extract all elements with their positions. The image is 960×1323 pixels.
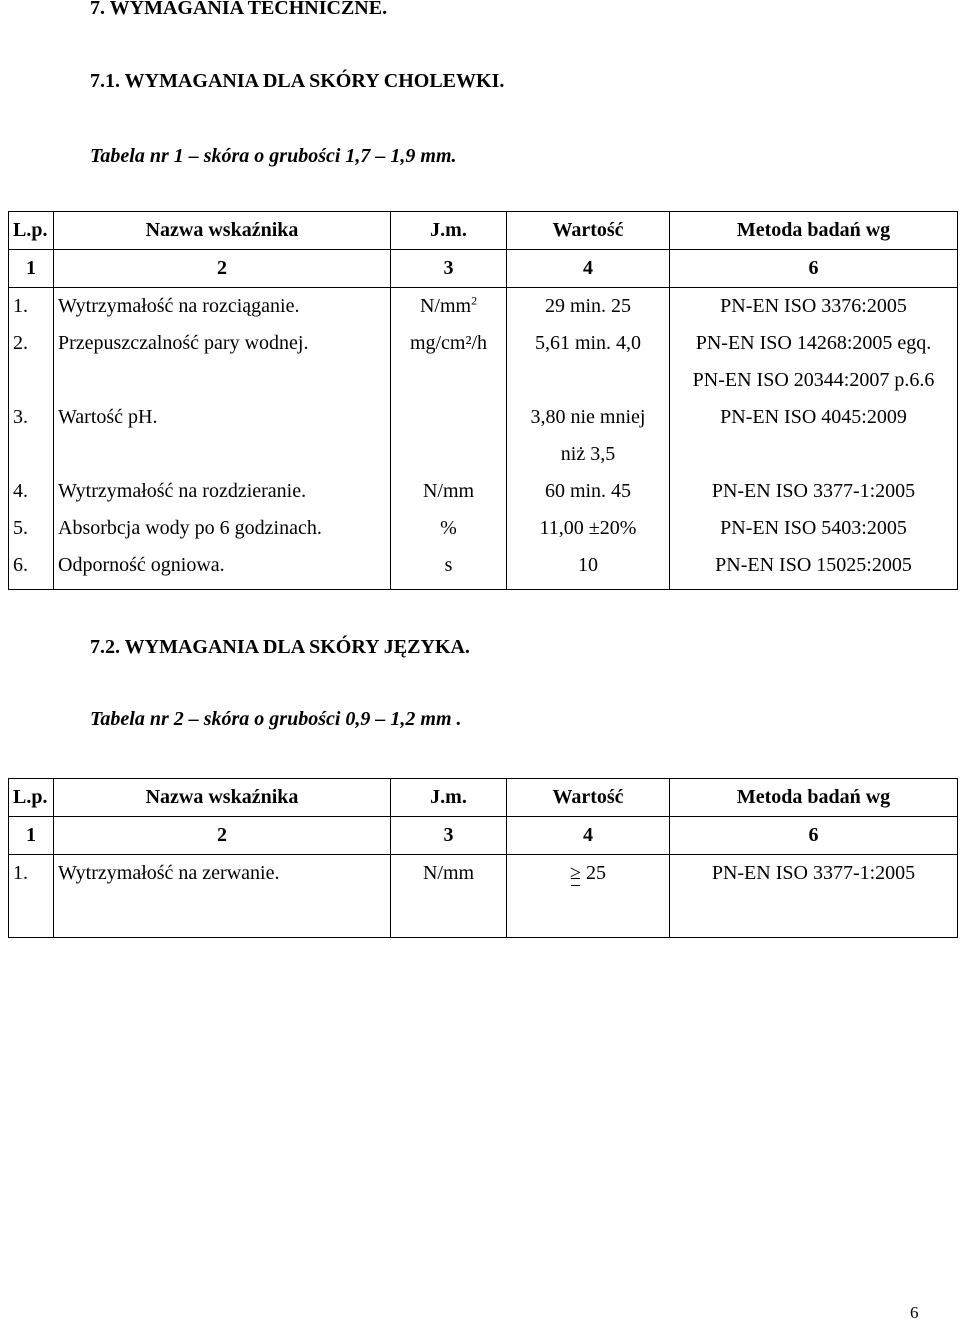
- col-num-2: 2: [54, 817, 391, 855]
- row-method: PN-EN ISO 4045:2009: [670, 399, 958, 473]
- table-row: [9, 510, 958, 547]
- row-value: 5,61 min. 4,0: [507, 325, 670, 399]
- row-lp: 1.: [9, 855, 54, 938]
- table-row: [9, 473, 958, 510]
- row-name: Przepuszczalność pary wodnej.: [54, 325, 391, 399]
- row-lp: 5.: [9, 510, 54, 547]
- row-name: Wytrzymałość na rozdzieranie.: [54, 473, 391, 510]
- row-unit: s: [391, 547, 507, 590]
- row-lp: 1.: [9, 288, 54, 326]
- row-value-line2: niż 3,5: [560, 443, 616, 465]
- row-unit: [391, 288, 507, 326]
- row-name: Odporność ogniowa.: [54, 547, 391, 590]
- row-method: PN-EN ISO 3376:2005: [670, 288, 958, 326]
- header-method: Metoda badań wg: [670, 779, 958, 817]
- header-method: Metoda badań wg: [670, 212, 958, 250]
- table-row: [9, 547, 958, 590]
- row-name: Absorbcja wody po 6 godzinach.: [54, 510, 391, 547]
- row-lp: 6.: [9, 547, 54, 590]
- col-num-2: 2: [54, 250, 391, 288]
- table-caption-1: Tabela nr 1 – skóra o grubości 1,7 – 1,9 mm.: [90, 145, 457, 167]
- row-method: [670, 325, 958, 399]
- col-num-1: 1: [9, 250, 54, 288]
- row-value: 29 min. 25: [507, 288, 670, 326]
- row-method: PN-EN ISO 3377-1:2005: [670, 855, 958, 938]
- header-value: Wartość: [507, 212, 670, 250]
- table-header-row: [9, 779, 958, 817]
- header-lp: L.p.: [9, 212, 54, 250]
- table-row: [9, 855, 958, 938]
- table-row: [9, 325, 958, 399]
- table-header-row: [9, 212, 958, 250]
- row-method: PN-EN ISO 15025:2005: [670, 547, 958, 590]
- header-unit: J.m.: [391, 779, 507, 817]
- row-value: [507, 855, 670, 938]
- row-method-line1: PN-EN ISO 14268:2005 egq.: [695, 332, 932, 354]
- col-num-6: 6: [670, 250, 958, 288]
- subsection-title-1: 7.1. WYMAGANIA DLA SKÓRY CHOLEWKI.: [90, 70, 505, 92]
- column-number-row: [9, 817, 958, 855]
- row-unit: N/mm: [391, 855, 507, 938]
- header-value: Wartość: [507, 779, 670, 817]
- row-unit-sup: 2: [471, 293, 478, 308]
- row-value: 11,00 ±20%: [507, 510, 670, 547]
- row-unit: mg/cm²/h: [391, 325, 507, 399]
- row-unit-text: N/mm: [419, 295, 472, 317]
- col-num-1: 1: [9, 817, 54, 855]
- section-title: 7. WYMAGANIA TECHNICZNE.: [90, 0, 388, 19]
- col-num-6: 6: [670, 817, 958, 855]
- row-name: Wytrzymałość na rozciąganie.: [54, 288, 391, 326]
- row-lp: 2.: [9, 325, 54, 399]
- row-unit: N/mm: [391, 473, 507, 510]
- row-value: [507, 399, 670, 473]
- row-method: PN-EN ISO 3377-1:2005: [670, 473, 958, 510]
- row-value: 60 min. 45: [507, 473, 670, 510]
- greater-equal-symbol: ≥: [570, 855, 581, 892]
- header-name: Nazwa wskaźnika: [54, 212, 391, 250]
- col-num-4: 4: [507, 250, 670, 288]
- row-name: Wartość pH.: [54, 399, 391, 473]
- row-value-line1: 3,80 nie mniej: [530, 406, 646, 428]
- header-name: Nazwa wskaźnika: [54, 779, 391, 817]
- table-1: [8, 211, 958, 590]
- row-method: PN-EN ISO 5403:2005: [670, 510, 958, 547]
- table-2: [8, 778, 958, 938]
- row-unit: %: [391, 510, 507, 547]
- table-row: [9, 288, 958, 326]
- col-num-4: 4: [507, 817, 670, 855]
- col-num-3: 3: [391, 250, 507, 288]
- page-number: 6: [910, 1303, 919, 1322]
- header-unit: J.m.: [391, 212, 507, 250]
- row-value-text: 25: [585, 862, 606, 884]
- col-num-3: 3: [391, 817, 507, 855]
- table-caption-2: Tabela nr 2 – skóra o grubości 0,9 – 1,2 mm .: [90, 708, 462, 730]
- column-number-row: [9, 250, 958, 288]
- row-lp: 4.: [9, 473, 54, 510]
- row-unit: [391, 399, 507, 473]
- table-row: [9, 399, 958, 473]
- header-lp: L.p.: [9, 779, 54, 817]
- row-value: 10: [507, 547, 670, 590]
- row-lp: 3.: [9, 399, 54, 473]
- row-name: Wytrzymałość na zerwanie.: [54, 855, 391, 938]
- row-method-line2: PN-EN ISO 20344:2007 p.6.6: [692, 369, 935, 391]
- subsection-title-2: 7.2. WYMAGANIA DLA SKÓRY JĘZYKA.: [90, 636, 470, 658]
